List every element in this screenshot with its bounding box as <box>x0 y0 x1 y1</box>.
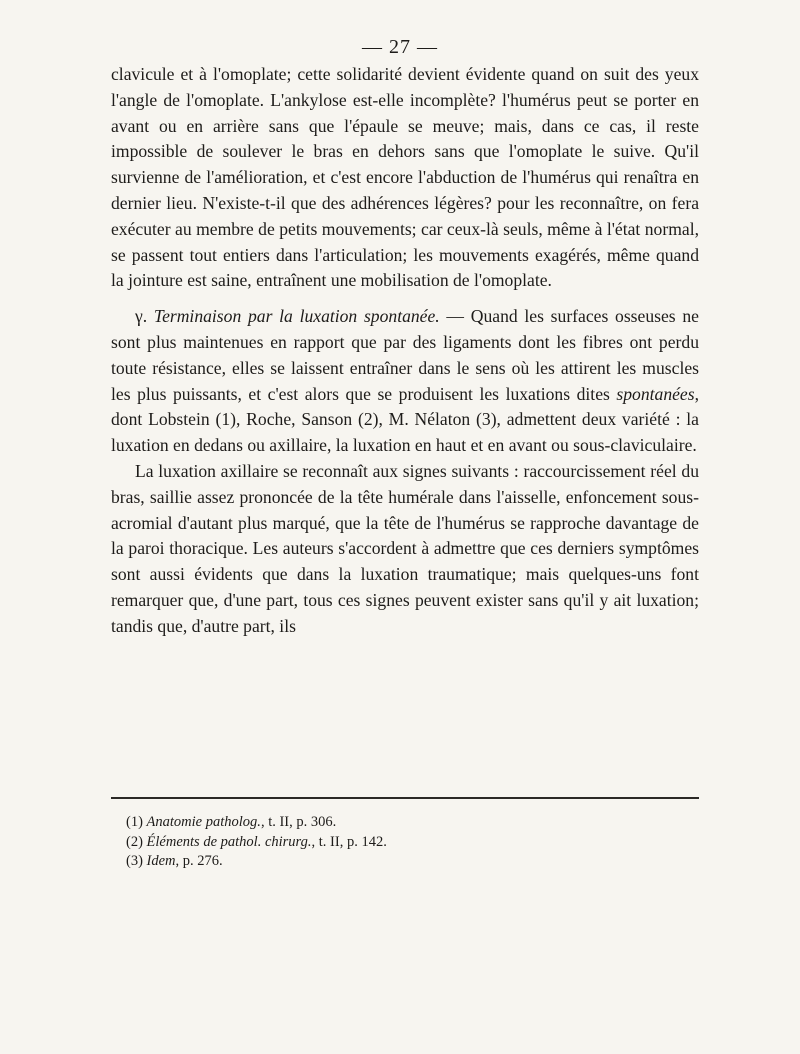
footnote-marker: (2) <box>126 833 143 850</box>
text-run: clavicule et à l'omoplate; cette solidarité devient évidente quand on suit des yeux l'angle de l'omoplate. L'ankylose est-elle incomplète? l'humérus peut se porter en avant ou en arrière sans que l'épaule se meuve; mais, dans ce cas, il reste impossible de soulever le bras en dehors sans que l'omoplate le suive. Qu'il survienne de l'amélioration, et c'est encore l'abduction de l'humérus qui renaîtra en dernier lieu. N'existe-t-il que des adhérences légères? pour les reconnaître, on fera exécuter au membre de petits mouvements; car ceux-là seuls, même à l'état normal, se passent tout entiers dans l'articulation; les mouvements exagérés, même quand la jointure est saine, entraînent une mobilisation de l'omoplate. <box>111 64 699 291</box>
italic-text: Idem <box>146 853 176 869</box>
text-run: , p. 276. <box>175 853 223 869</box>
footnote-marker: (3) <box>126 853 143 869</box>
footnote-divider <box>111 797 699 799</box>
footnote <box>126 833 686 853</box>
italic-text: Éléments de pathol. chirurg. <box>146 833 312 850</box>
text-run: , t. II, p. 306. <box>260 814 337 830</box>
body-text <box>111 62 699 640</box>
footnote-marker: (1) <box>126 814 143 830</box>
text-run: — Quand les surfaces osseuses ne sont plus maintenues en rapport que par des ligaments dont les fibres ont perdu toute résistance, elles se laissent entraîner dans le sens où les attirent les muscles les plus puissants, et c'est alors que se produisent les luxations dites <box>111 306 699 404</box>
paragraph <box>111 459 699 640</box>
text-run: γ. <box>135 306 154 327</box>
italic-text: Terminaison par la luxation spontanée. <box>153 306 440 327</box>
text-run: La luxation axillaire se reconnaît aux signes suivants : raccourcissement réel du bras, saillie assez prononcée de la tête humérale dans l'aisselle, enfoncement sous-acromial d'autant plus marqué, que la tête de l'humérus se rapproche davantage de la paroi thoracique. Les auteurs s'accordent à admettre que ces derniers symptômes sont aussi évidents que dans la luxation traumatique; mais quelques-uns font remarquer que, d'une part, tous ces signes peuvent exister sans qu'il y ait luxation; tandis que, d'autre part, ils <box>111 460 699 636</box>
footnote <box>126 852 686 872</box>
page-number: — 27 — <box>362 36 438 58</box>
italic-text: spontanées <box>616 383 695 404</box>
text-run: , dont Lobstein (1), Roche, Sanson (2), M. Nélaton (3), admettent deux variété : la luxation en dedans ou axillaire, la luxation en haut et en avant ou sous-claviculaire. <box>111 383 699 456</box>
italic-text: Anatomie patholog. <box>146 814 261 830</box>
text-run: , t. II, p. 142. <box>311 833 387 850</box>
footnote <box>126 813 686 833</box>
paragraph <box>111 304 699 459</box>
paragraph <box>111 62 699 294</box>
footnotes <box>126 813 686 872</box>
